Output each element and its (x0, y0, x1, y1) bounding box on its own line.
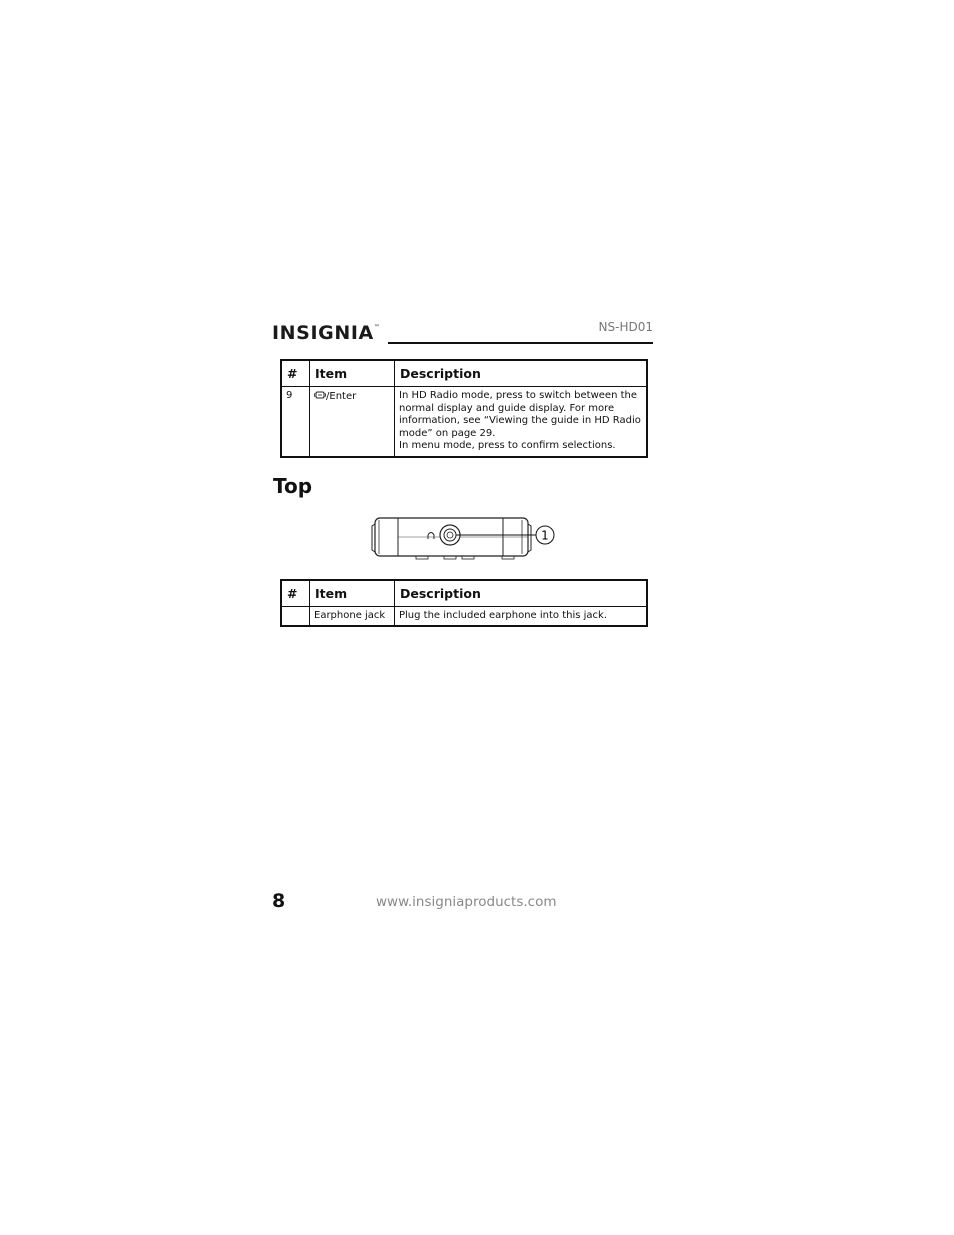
table-row (282, 387, 647, 457)
top-controls-table (281, 580, 647, 626)
logo-trademark: ™ (373, 323, 380, 331)
table-header-row (282, 581, 647, 607)
column-header-description: Description (395, 361, 647, 387)
model-number: NS-HD01 (598, 320, 653, 334)
column-header-item: Item (310, 361, 395, 387)
row-item-label: /Enter (326, 391, 357, 402)
row-number: 9 (282, 387, 310, 457)
description-line-2: In menu mode, press to confirm selections. (399, 440, 616, 451)
button-description-table (281, 360, 647, 457)
device-top-view-figure (370, 512, 565, 564)
column-header-number: # (282, 361, 310, 387)
row-number (282, 607, 310, 626)
column-header-number: # (282, 581, 310, 607)
table-row (282, 607, 647, 626)
section-title: Top (273, 474, 313, 498)
header-rule (388, 342, 653, 344)
page-number: 8 (272, 890, 286, 912)
logo-text: INSIGNIA (272, 322, 374, 344)
column-header-item: Item (310, 581, 395, 607)
description-line-1: In HD Radio mode, press to switch between the normal display and guide display. For more information, see “Viewing the guide in HD Radio mode” on page 29. (399, 390, 641, 439)
footer-url: www.insigniaproducts.com (376, 894, 557, 910)
guide-icon (314, 390, 326, 403)
row-item: Earphone jack (310, 607, 395, 626)
row-description: Plug the included earphone into this jack. (395, 607, 647, 626)
table-header-row (282, 361, 647, 387)
insignia-logo (272, 316, 380, 350)
callout-1-label: 1 (541, 528, 549, 543)
row-item (310, 387, 395, 457)
device-top-illustration (370, 512, 565, 564)
row-description (395, 387, 647, 457)
column-header-description: Description (395, 581, 647, 607)
